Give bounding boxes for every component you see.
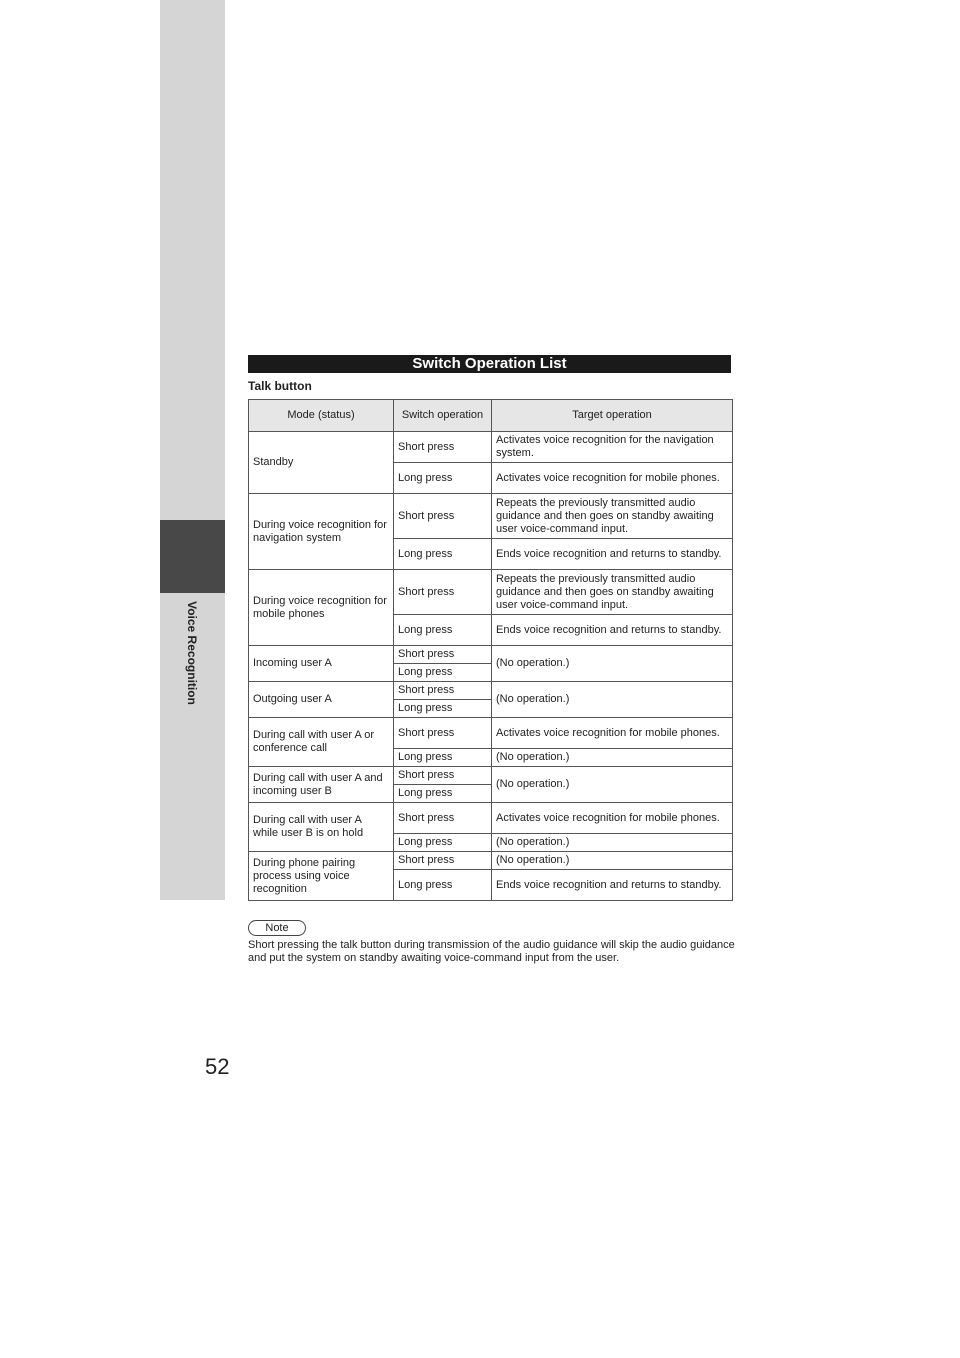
table-row (249, 494, 733, 539)
table-row (249, 718, 733, 749)
switch-operation-table (248, 399, 733, 901)
table-row (249, 682, 733, 700)
switch-cell: Short press (394, 803, 492, 834)
target-cell: Activates voice recognition for mobile phones. (492, 718, 733, 749)
target-cell: Activates voice recognition for the navigation system. (492, 432, 733, 463)
table-row (249, 432, 733, 463)
target-cell: (No operation.) (492, 646, 733, 682)
header-target: Target operation (492, 400, 733, 432)
target-cell: (No operation.) (492, 749, 733, 767)
switch-cell: Long press (394, 615, 492, 646)
mode-cell: Outgoing user A (249, 682, 394, 718)
chapter-tab (160, 520, 225, 593)
mode-cell: During voice recognition for mobile phones (249, 570, 394, 646)
note-badge: Note (248, 920, 306, 936)
switch-cell: Short press (394, 646, 492, 664)
target-cell: (No operation.) (492, 682, 733, 718)
mode-cell: During voice recognition for navigation system (249, 494, 394, 570)
table-row (249, 646, 733, 664)
target-cell: Ends voice recognition and returns to standby. (492, 870, 733, 901)
switch-cell: Short press (394, 718, 492, 749)
switch-cell: Long press (394, 834, 492, 852)
switch-cell: Short press (394, 432, 492, 463)
switch-cell: Long press (394, 463, 492, 494)
mode-cell: Standby (249, 432, 394, 494)
switch-cell: Short press (394, 852, 492, 870)
target-cell: Ends voice recognition and returns to standby. (492, 539, 733, 570)
switch-cell: Long press (394, 870, 492, 901)
switch-cell: Long press (394, 664, 492, 682)
header-switch: Switch operation (394, 400, 492, 432)
table-header-row (249, 400, 733, 432)
table-row (249, 803, 733, 834)
section-title: Switch Operation List (248, 355, 731, 373)
table-row (249, 570, 733, 615)
target-cell: Activates voice recognition for mobile phones. (492, 463, 733, 494)
table-body (249, 432, 733, 901)
note-text: Short pressing the talk button during transmission of the audio guidance will skip the audio guidance and put the system on standby awaiting voice-command input from the user. (248, 939, 735, 964)
target-cell: Repeats the previously transmitted audio guidance and then goes on standby awaiting user voice-command input. (492, 570, 733, 615)
switch-cell: Long press (394, 539, 492, 570)
mode-cell: Incoming user A (249, 646, 394, 682)
mode-cell: During phone pairing process using voice recognition (249, 852, 394, 901)
switch-cell: Long press (394, 700, 492, 718)
target-cell: Activates voice recognition for mobile phones. (492, 803, 733, 834)
sub-heading: Talk button (248, 379, 312, 393)
switch-cell: Short press (394, 494, 492, 539)
switch-cell: Short press (394, 570, 492, 615)
switch-cell: Short press (394, 682, 492, 700)
switch-cell: Short press (394, 767, 492, 785)
mode-cell: During call with user A and incoming user B (249, 767, 394, 803)
target-cell: (No operation.) (492, 852, 733, 870)
chapter-label: Voice Recognition (185, 601, 199, 705)
target-cell: (No operation.) (492, 767, 733, 803)
mode-cell: During call with user A while user B is on hold (249, 803, 394, 852)
target-cell: Ends voice recognition and returns to standby. (492, 615, 733, 646)
mode-cell: During call with user A or conference call (249, 718, 394, 767)
page-number: 52 (205, 1054, 230, 1079)
header-mode: Mode (status) (249, 400, 394, 432)
target-cell: Repeats the previously transmitted audio guidance and then goes on standby awaiting user voice-command input. (492, 494, 733, 539)
table-row (249, 767, 733, 785)
table-row (249, 852, 733, 870)
side-bar (160, 0, 225, 900)
switch-cell: Long press (394, 749, 492, 767)
target-cell: (No operation.) (492, 834, 733, 852)
switch-cell: Long press (394, 785, 492, 803)
